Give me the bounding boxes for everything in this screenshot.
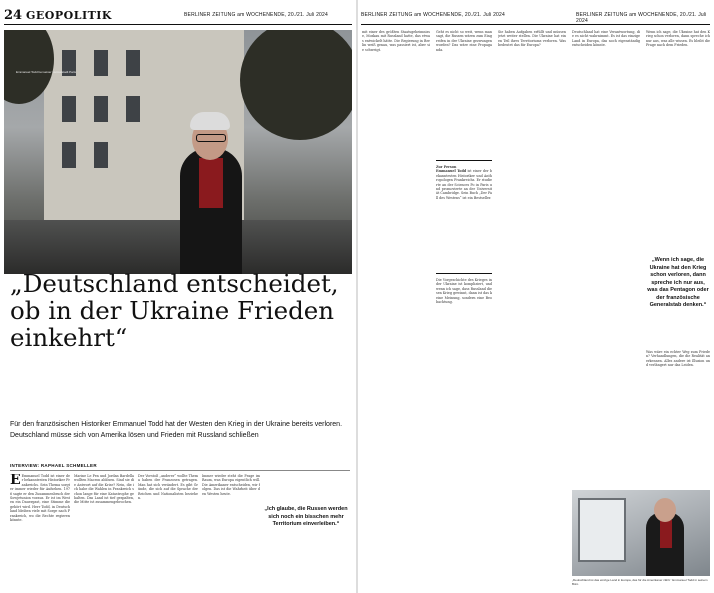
byline: INTERVIEW: RAPHAEL SCHMELLER bbox=[10, 463, 97, 468]
pull-quote: „Ich glaube, die Russen werden sich noch ein bisschen mehr Territorium einverleiben.“ bbox=[264, 506, 348, 527]
body-column: Die Vorgeschichte des Krieges in der Ukraine ist kompliziert, und wenn ich sage, dass Russland diesen Krieg gewinnt, dann ist das keine Meinung, sondern eine Beobachtung. bbox=[436, 278, 492, 305]
header-rule bbox=[4, 24, 352, 25]
body-column: Deutschland hat eine Verantwortung, die es nicht wahrnimmt. Es ist das einzige Land in Europa, das noch eigenständig entscheiden könnte. bbox=[572, 30, 640, 48]
header-rule-right bbox=[361, 24, 710, 25]
lead-paragraph: Für den französischen Historiker Emmanuel Todd hat der Westen den Krieg in der Ukraine bereits verloren. Deutschland müsse sich von Amerika lösen und Frieden mit Russland schließen bbox=[10, 421, 343, 439]
secondary-photo bbox=[572, 490, 710, 576]
building-window bbox=[94, 50, 108, 76]
tree bbox=[240, 30, 352, 140]
date-line-right-2: BERLINER ZEITUNG am WOCHENENDE, 20./21. Juli 2024 bbox=[576, 12, 707, 24]
person-hair bbox=[190, 112, 230, 130]
building-window bbox=[94, 142, 108, 168]
photo-caption: Emmanuel Todd bei seiner Heimatstadt Paris bbox=[16, 70, 76, 74]
date-line: BERLINER ZEITUNG am WOCHENENDE, 20./21. Juli 2024 bbox=[184, 12, 329, 18]
body-column: Geht es nicht so weit, wenn man sagt, die Russen wären zum Eingreifen in der Ukraine gezwungen worden? Das wäre eine Propaganda. bbox=[436, 30, 492, 52]
body-column: E Emmanuel Todd ist einer der bekanntesten Historiker Frankreichs. Sein Thema sorgt er immer wieder für Aufsehen. 1976 sagte er den Zusammenbruch der Sowjetunion voraus. Er ist im Westen ein Dauergast, eine Stimme die gehört wird. Herr Todd, in Deutschland bleiben viele mit Sorge nach Frankreich, wo die Rechte regieren könnte. bbox=[10, 474, 70, 523]
building-window bbox=[126, 96, 140, 122]
page-gutter bbox=[356, 0, 358, 593]
body-column: Wenn ich sage, die Ukraine hat den Krieg schon verloren, dann spreche ich nur aus, was alle wissen. Es bleibt die Frage nach dem Frieden. bbox=[646, 30, 710, 48]
body-column: Was wäre ein echter Weg zum Frieden? Verhandlungen, die die Realität anerkennen. Alles andere ist Illusion und verlängert nur das Leiden. bbox=[646, 350, 710, 368]
byline-rule bbox=[10, 470, 350, 471]
building-window bbox=[126, 50, 140, 76]
person-head bbox=[654, 498, 676, 522]
person-scarf bbox=[660, 520, 672, 548]
body-column: Sie haben Aufgaben erfüllt und müssen jetzt weiter stellen. Die Ukraine hat einen Teil ihres Territoriums verloren. Was bedeutet das für Europa? bbox=[498, 30, 566, 48]
dropcap: E bbox=[10, 474, 21, 488]
page-number: 24 bbox=[4, 8, 23, 23]
infobox-text: Zur Person Emmanuel Todd ist einer der bekanntesten Historiker und Anthropologen Frankreichs. Er studierte an der Sciences Po in Paris und promovierte an der Universität Cambridge. Sein Buch „Der Fall des Westens“ ist ein Bestseller. bbox=[436, 165, 492, 200]
building-window bbox=[94, 96, 108, 122]
body-column: Der Vorstoß „anderer“ wollte Thema haben der Franzosen getragen. Man hat sich verändert. Es gibt Gründe, die sich auf die Sprache der Reichen und Nationalisten beziehen. bbox=[138, 474, 198, 501]
glasses bbox=[196, 134, 226, 142]
building-window bbox=[62, 96, 76, 122]
person-scarf bbox=[199, 158, 223, 208]
main-photo bbox=[4, 30, 352, 274]
date-line-right: BERLINER ZEITUNG am WOCHENENDE, 20./21. Juli 2024 bbox=[361, 12, 506, 18]
building-window bbox=[62, 142, 76, 168]
body-column: Marine Le Pen und Jordan Bardella wollten Macron ablösen. Sind sie die Antwort auf die Krise? Nein, die ich habe die Wahlen in Frankreich schon lange für eine Katastrophe gehalten. Das Land ist tief gespalten, die Mitte ist zusammengebrochen. bbox=[74, 474, 134, 505]
street bbox=[4, 220, 352, 274]
person-infobox bbox=[436, 160, 492, 274]
office-window bbox=[578, 498, 626, 562]
photo-caption-right: „Deutschland ist das einzige Land in Europa, das für die Amerikaner zählt.“ Emmanuel Todd in seinem Büro bbox=[572, 578, 708, 586]
body-column: Immer wieder steht die Frage im Raum, was Europa eigentlich will. Die Amerikaner entscheiden, wir folgen. Das ist die Wahrheit über den Westen heute. bbox=[202, 474, 260, 496]
section-title: GEOPOLITIK bbox=[26, 9, 112, 22]
pull-quote-right: „Wenn ich sage, die Ukraine hat den Krieg schon verloren, dann spreche ich nur aus, was das Pentagon oder der französische Generalstab denken.“ bbox=[647, 257, 709, 308]
body-column: mit einer des größten Staatsgeheimnisse, Moskau mit Russland hatte, das etwas entwickelt hätte. Die Regierung in Berlin weiß genau, was passiert ist, aber sie schweigt. bbox=[362, 30, 430, 52]
left-page bbox=[0, 0, 356, 593]
headline: „Deutschland entscheidet, ob in der Ukraine Frieden einkehrt“ bbox=[10, 269, 339, 352]
